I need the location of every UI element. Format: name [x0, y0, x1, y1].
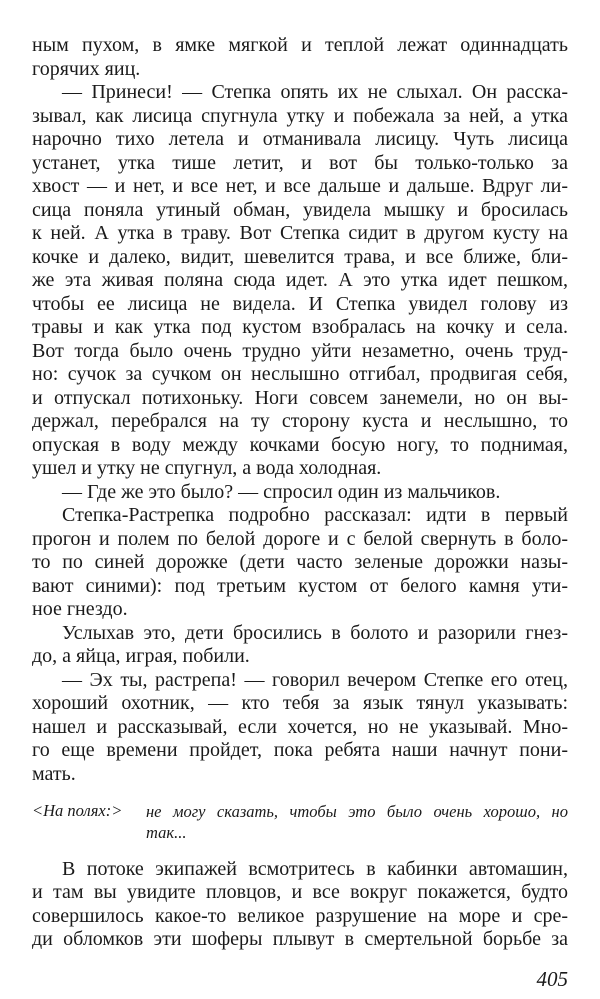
- text-line: хороший охотник, — кто тебя за язык тянул указывать:: [32, 692, 568, 714]
- text-line: прогон и полем по белой дороге и с белой свернуть в боло-: [32, 527, 568, 550]
- text-line: совершилось какое-то великое разрушение на море и сре-: [32, 904, 568, 927]
- text-line: чтобы ее лисица не видела. И Степка увидел голову из: [32, 292, 568, 315]
- text-line: устанет, утка тише летит, и вот бы только-только за: [32, 151, 568, 174]
- text-line: держал, перебрался на ту сторону куста и неслышно, то: [32, 410, 568, 432]
- text-line: ушел и утку не спугнул, а вода холодная.: [32, 457, 382, 479]
- text-line: В потоке экипажей всмотритесь в кабинки автомашин,: [62, 858, 568, 880]
- margin-note-label: <На полях:>: [32, 801, 123, 820]
- margin-note-line: не могу сказать, чтобы это было очень хорошо, но: [146, 802, 568, 821]
- text-line: к ней. А утка в траву. Вот Степка сидит в другом кусту на: [32, 222, 568, 244]
- page-number: 405: [536, 967, 568, 991]
- text-line: то по синей дорожке (дети часто зеленые дорожки назы-: [32, 551, 568, 573]
- text-line: Вот тогда было очень трудно уйти незаметно, очень труд-: [32, 339, 568, 362]
- text-line: сица поняла утиный обман, увидела мышку и бросилась: [32, 198, 568, 221]
- text-line: кочке и далеко, видит, шевелится трава, и все ближе, бли-: [32, 245, 568, 268]
- text-line: ным пухом, в ямке мягкой и теплой лежат одиннадцать: [32, 34, 568, 56]
- text-line: же эта живая поляна сюда идет. А это утка идет пешком,: [32, 269, 568, 291]
- text-line: хвост — и нет, и все нет, и все дальше и дальше. Вдруг ли-: [32, 175, 568, 197]
- text-line: горячих яиц.: [32, 57, 141, 80]
- margin-note-line: так...: [146, 823, 187, 842]
- text-line: — Где же это было? — спросил один из мальчиков.: [62, 480, 501, 503]
- text-line: вают синими): под третьим кустом от белого камня ути-: [32, 574, 568, 597]
- text-line: Услыхав это, дети бросились в болото и разорили гнез-: [62, 621, 568, 644]
- text-line: ное гнездо.: [32, 598, 128, 620]
- text-line: зывал, как лисица спугнула утку и побежала за ней, а утка: [32, 104, 568, 127]
- text-line: но: сучок за сучком он неслышно отгибал, продвигая себя,: [32, 363, 568, 385]
- text-line: го еще времени пройдет, пока ребята наши начнут пони-: [32, 739, 568, 761]
- text-line: нашел и рассказывай, если хочется, но не указывай. Мно-: [32, 715, 568, 738]
- text-line: ди обломков эти шоферы плывут в смертельной борьбе за: [32, 928, 568, 951]
- text-line: Степка-Растрепка подробно рассказал: идти в первый: [62, 504, 568, 526]
- text-line: и там вы увидите пловцов, и все вокруг покажется, будто: [32, 881, 568, 904]
- text-line: до, а яйца, играя, побили.: [32, 645, 250, 667]
- text-line: травы и как утка под кустом взобралась на кочку и села.: [32, 316, 568, 338]
- text-line: — Эх ты, растрепа! — говорил вечером Степке его отец,: [62, 668, 568, 691]
- text-line: нарочно тихо летела и отманивала лисицу. Чуть лисица: [32, 128, 568, 150]
- text-line: — Принеси! — Степка опять их не слыхал. Он расска-: [62, 81, 568, 103]
- text-line: и отпускал потихоньку. Ноги совсем занемели, но он вы-: [32, 386, 568, 409]
- text-line: опуская в воду между кочками босую ногу, то поднимая,: [32, 433, 568, 456]
- text-line: мать.: [32, 762, 76, 785]
